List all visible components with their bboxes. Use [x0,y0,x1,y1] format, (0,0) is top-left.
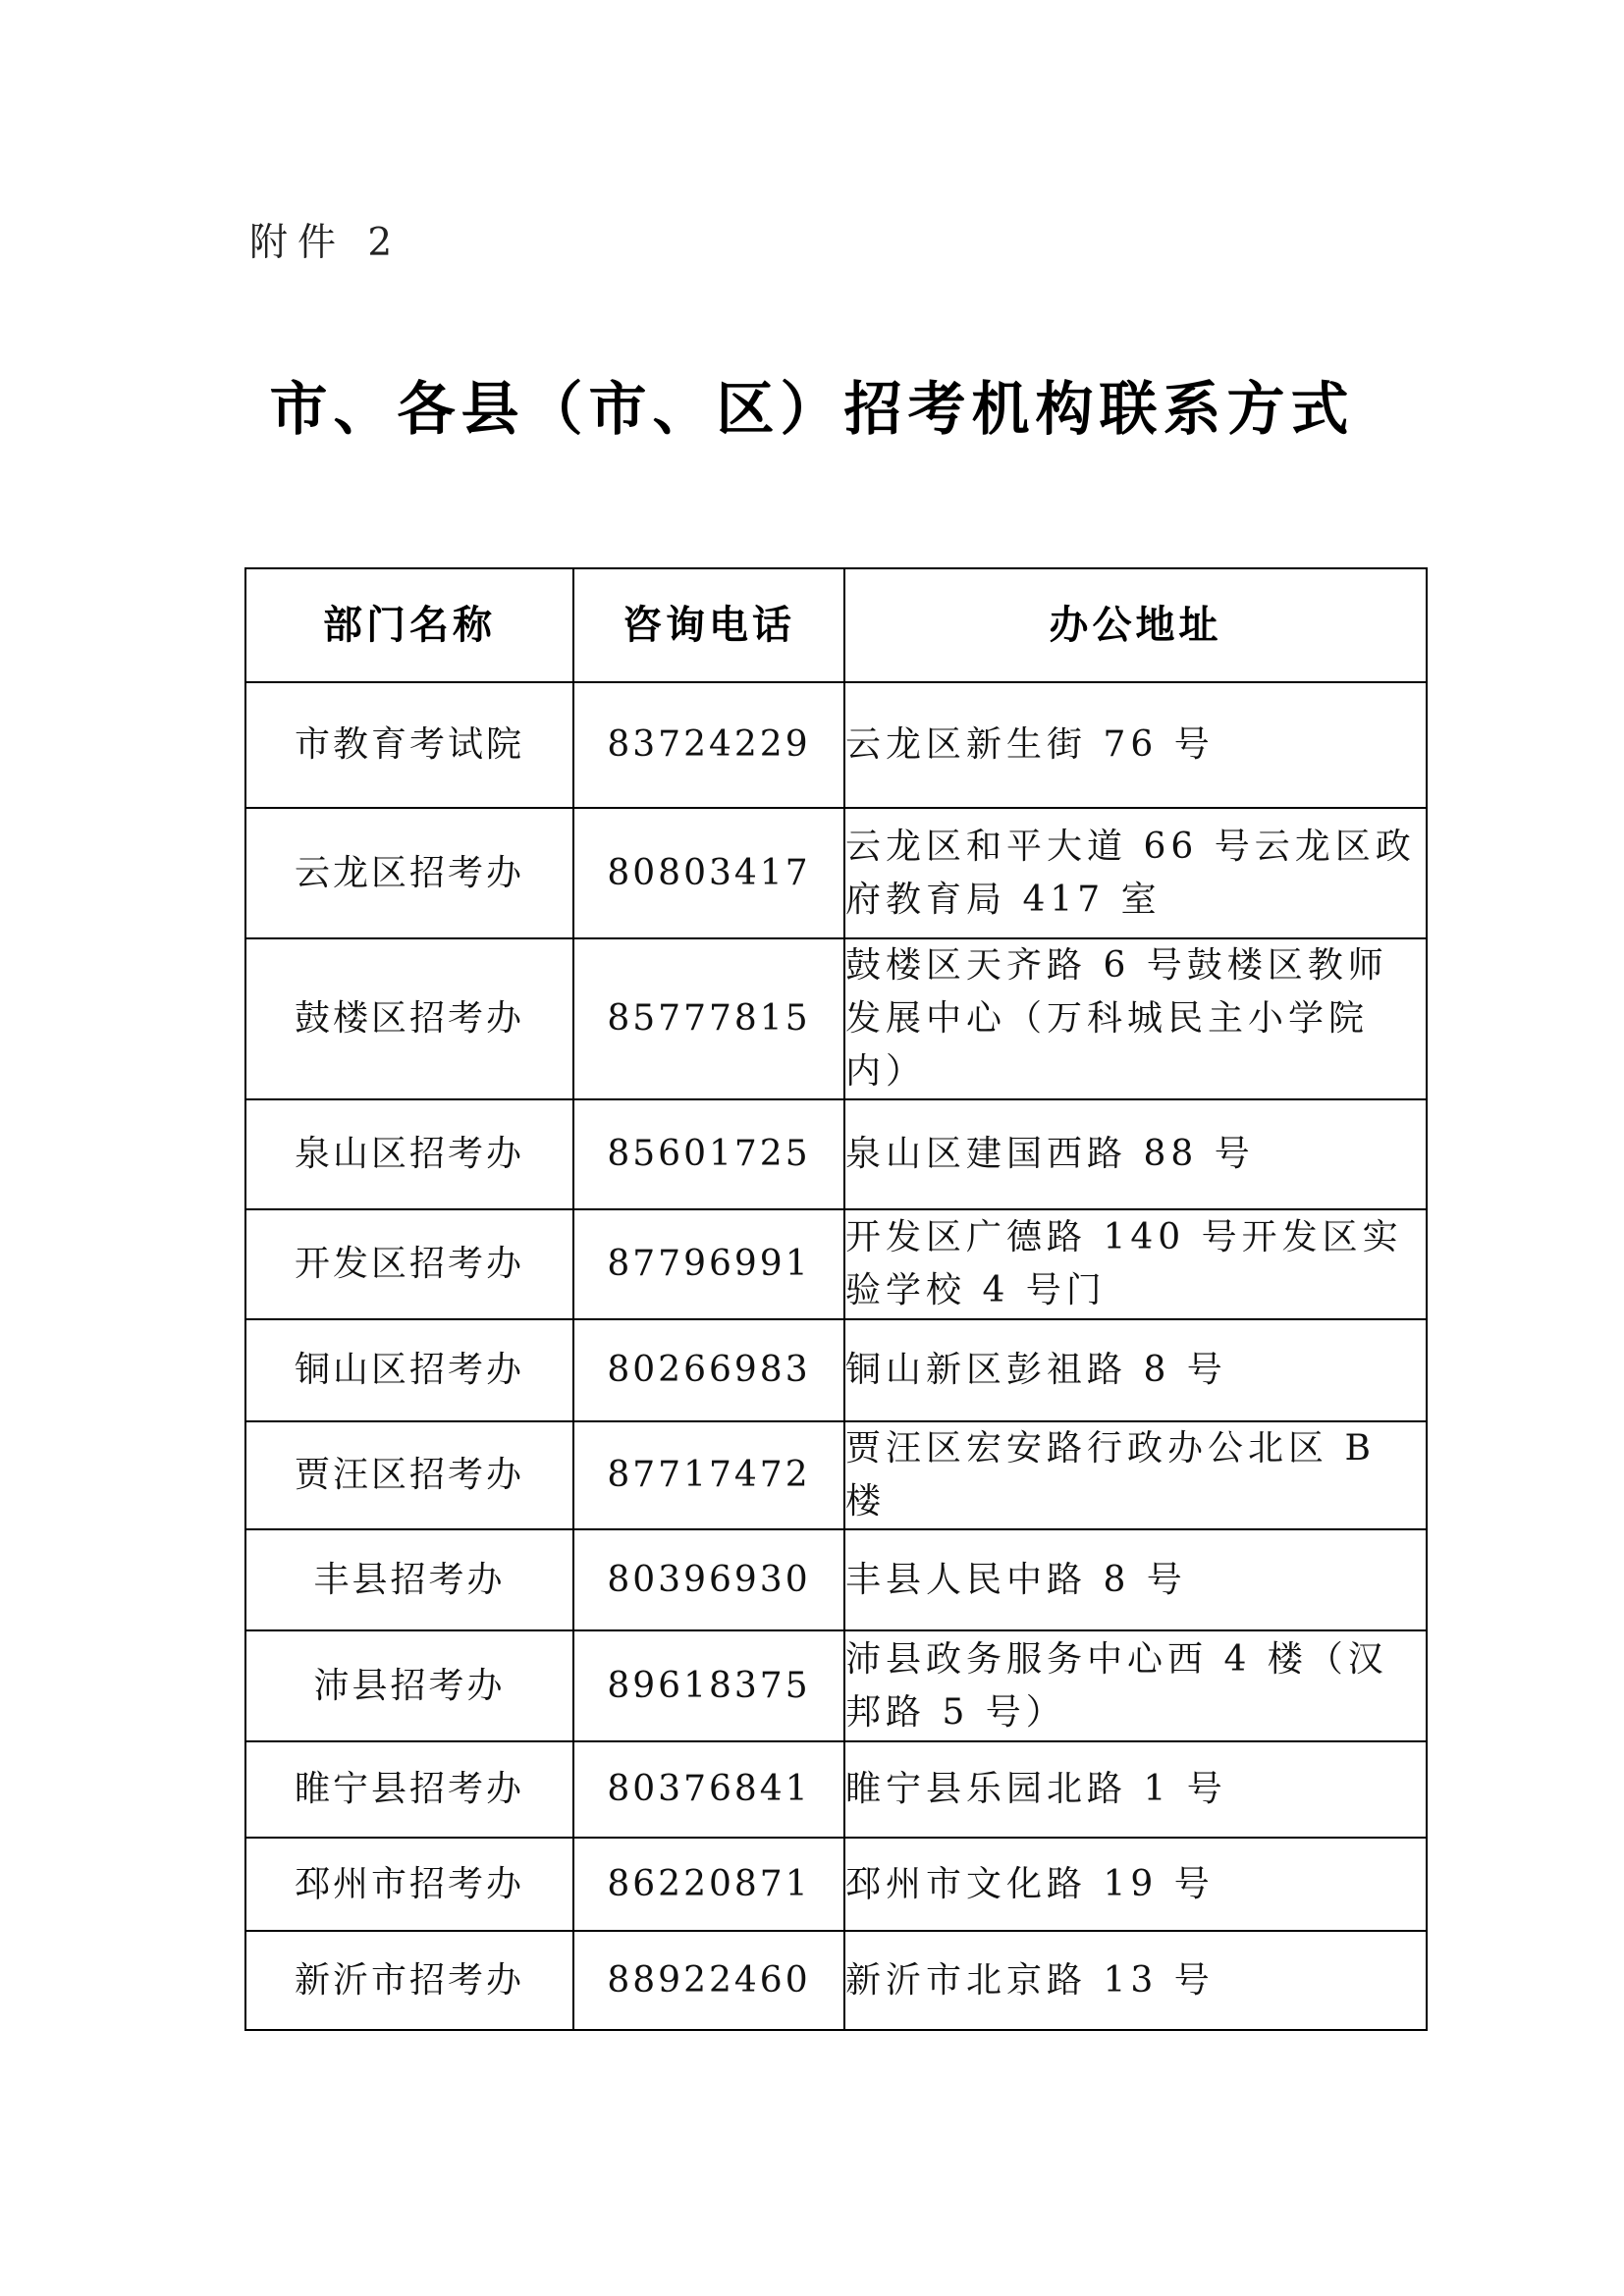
address-cell: 丰县人民中路 8 号 [844,1529,1427,1630]
department-cell: 泉山区招考办 [245,1099,573,1209]
address-cell: 睢宁县乐园北路 1 号 [844,1741,1427,1838]
table-header-row [245,568,1427,682]
department-cell: 贾汪区招考办 [245,1421,573,1529]
table-row [245,1209,1427,1319]
phone-cell: 80396930 [573,1529,844,1630]
address-cell: 沛县政务服务中心西 4 楼（汉邦路 5 号） [844,1630,1427,1741]
department-cell: 市教育考试院 [245,682,573,808]
table-row [245,1630,1427,1741]
phone-cell: 83724229 [573,682,844,808]
document-title: 市、各县（市、区）招考机构联系方式 [269,375,1355,443]
contacts-table [244,567,1428,2031]
table-row [245,1529,1427,1630]
phone-cell: 87717472 [573,1421,844,1529]
table-row [245,1319,1427,1421]
table-row [245,1838,1427,1931]
department-cell: 睢宁县招考办 [245,1741,573,1838]
phone-cell: 85601725 [573,1099,844,1209]
phone-cell: 86220871 [573,1838,844,1931]
address-cell: 贾汪区宏安路行政办公北区 B 楼 [844,1421,1427,1529]
header-address: 办公地址 [844,568,1427,682]
phone-cell: 87796991 [573,1209,844,1319]
phone-cell: 85777815 [573,938,844,1099]
phone-cell: 80376841 [573,1741,844,1838]
address-cell: 邳州市文化路 19 号 [844,1838,1427,1931]
table-row [245,1099,1427,1209]
address-cell: 鼓楼区天齐路 6 号鼓楼区教师发展中心（万科城民主小学院内） [844,938,1427,1099]
department-cell: 丰县招考办 [245,1529,573,1630]
phone-cell: 80266983 [573,1319,844,1421]
phone-cell: 88922460 [573,1931,844,2030]
department-cell: 新沂市招考办 [245,1931,573,2030]
address-cell: 泉山区建国西路 88 号 [844,1099,1427,1209]
table-row [245,1931,1427,2030]
table-row [245,808,1427,938]
department-cell: 邳州市招考办 [245,1838,573,1931]
table-row [245,1421,1427,1529]
address-cell: 铜山新区彭祖路 8 号 [844,1319,1427,1421]
department-cell: 开发区招考办 [245,1209,573,1319]
address-cell: 新沂市北京路 13 号 [844,1931,1427,2030]
table-row [245,682,1427,808]
address-cell: 云龙区新生街 76 号 [844,682,1427,808]
address-cell: 开发区广德路 140 号开发区实验学校 4 号门 [844,1209,1427,1319]
phone-cell: 80803417 [573,808,844,938]
address-cell: 云龙区和平大道 66 号云龙区政府教育局 417 室 [844,808,1427,938]
header-department: 部门名称 [245,568,573,682]
phone-cell: 89618375 [573,1630,844,1741]
table-row [245,938,1427,1099]
department-cell: 鼓楼区招考办 [245,938,573,1099]
department-cell: 云龙区招考办 [245,808,573,938]
department-cell: 沛县招考办 [245,1630,573,1741]
header-phone: 咨询电话 [573,568,844,682]
attachment-label: 附件 2 [249,221,403,265]
table-row [245,1741,1427,1838]
department-cell: 铜山区招考办 [245,1319,573,1421]
